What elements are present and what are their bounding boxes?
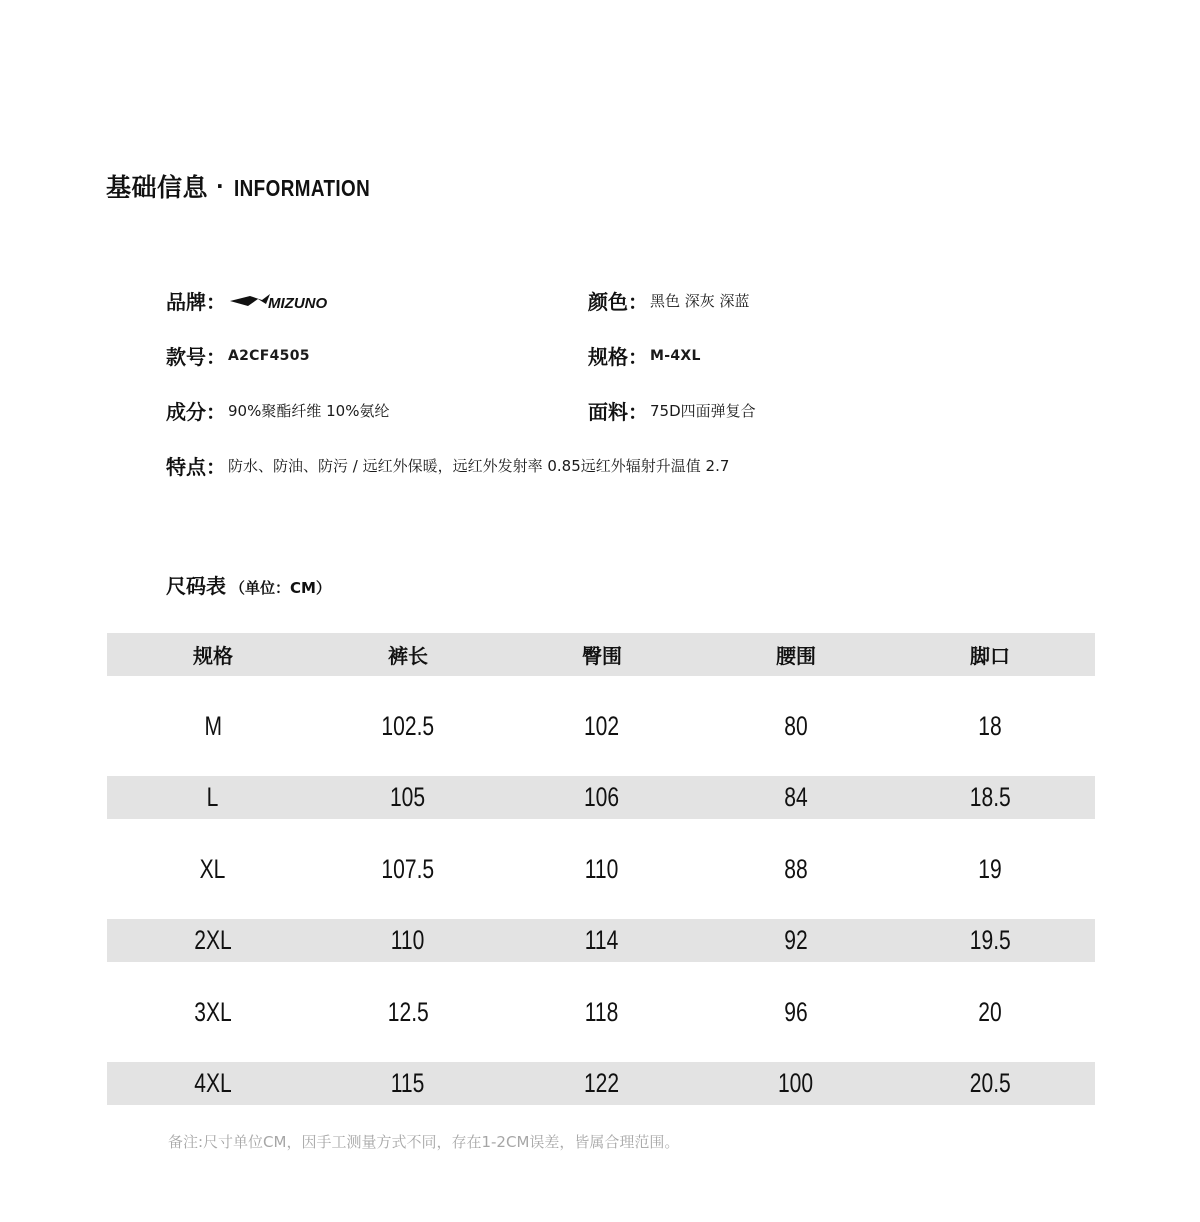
features-row: [166, 451, 729, 480]
header-cell: 腰围: [776, 644, 816, 668]
hem-cell: 20: [978, 996, 1002, 1027]
size-chart-title-text: 尺码表: [166, 574, 226, 598]
waist-cell: 80: [784, 710, 808, 741]
hem-cell: 20.5: [969, 1068, 1011, 1098]
hip-cell: 106: [584, 782, 620, 812]
model-row: [166, 341, 310, 370]
hip-cell: 114: [585, 925, 619, 955]
table-row: [107, 776, 1095, 819]
composition-value: 90%聚酯纤维 10%氨纶: [228, 402, 390, 420]
size-cell: M: [204, 710, 222, 741]
color-label: 颜色：: [588, 290, 648, 314]
table-row: [107, 676, 1095, 776]
length-cell: 115: [391, 1068, 425, 1098]
features-value: 防水、防油、防污 / 远红外保暖，远红外发射率 0.85远红外辐射升温值 2.7: [228, 457, 730, 475]
model-label: 款号：: [166, 345, 226, 369]
footnote: 备注:尺寸单位CM，因手工测量方式不同，存在1-2CM误差，皆属合理范围。: [168, 1133, 680, 1151]
size-cell: 3XL: [194, 996, 232, 1027]
size-cell: 2XL: [194, 925, 232, 955]
length-cell: 102.5: [381, 710, 435, 741]
length-cell: 12.5: [387, 996, 429, 1027]
brand-row: [166, 286, 340, 315]
table-header-row: [107, 633, 1095, 676]
mizuno-logo-icon: [228, 290, 340, 312]
fabric-value: 75D四面弹复合: [650, 402, 756, 420]
section-title: [106, 168, 400, 204]
table-row: [107, 919, 1095, 962]
hem-cell: 19.5: [969, 925, 1011, 955]
header-cell: 脚口: [970, 644, 1010, 668]
section-title-en: INFORMATION: [234, 175, 371, 201]
hem-cell: 18.5: [969, 782, 1011, 812]
hip-cell: 122: [584, 1068, 620, 1098]
hip-cell: 102: [584, 710, 620, 741]
length-cell: 110: [391, 925, 425, 955]
model-value: A2CF4505: [228, 347, 310, 364]
size-chart-unit: （单位：CM）: [230, 579, 331, 597]
waist-cell: 96: [784, 996, 808, 1027]
color-row: [588, 286, 750, 315]
table-row: [107, 1062, 1095, 1105]
waist-cell: 92: [784, 925, 808, 955]
spec-value: M-4XL: [650, 347, 701, 364]
length-cell: 107.5: [381, 853, 435, 884]
header-cell: 裤长: [388, 644, 428, 668]
title-separator: ·: [216, 174, 225, 198]
header-cell: 规格: [193, 644, 233, 668]
length-cell: 105: [390, 782, 426, 812]
mizuno-logo: [228, 290, 340, 312]
waist-cell: 88: [784, 853, 808, 884]
section-title-cn: 基础信息: [106, 173, 209, 202]
hem-cell: 18: [978, 710, 1002, 741]
size-cell: XL: [200, 853, 226, 884]
size-cell: 4XL: [194, 1068, 232, 1098]
size-chart-title: [166, 570, 331, 599]
hip-cell: 110: [585, 853, 619, 884]
spec-row: [588, 341, 701, 370]
waist-cell: 100: [778, 1068, 814, 1098]
composition-row: [166, 396, 389, 425]
table-row: [107, 819, 1095, 919]
header-cell: 臀围: [582, 644, 622, 668]
size-cell: L: [207, 782, 219, 812]
waist-cell: 84: [784, 782, 808, 812]
composition-label: 成分：: [166, 400, 226, 424]
spec-label: 规格：: [588, 345, 648, 369]
color-value: 黑色 深灰 深蓝: [650, 292, 750, 310]
features-label: 特点：: [166, 455, 226, 479]
table-row: [107, 962, 1095, 1062]
hip-cell: 118: [585, 996, 619, 1027]
fabric-row: [588, 396, 756, 425]
brand-label: 品牌：: [166, 290, 226, 314]
fabric-label: 面料：: [588, 400, 648, 424]
hem-cell: 19: [978, 853, 1002, 884]
logo-text: MIZUNO: [268, 294, 328, 312]
size-table: [107, 633, 1095, 1105]
